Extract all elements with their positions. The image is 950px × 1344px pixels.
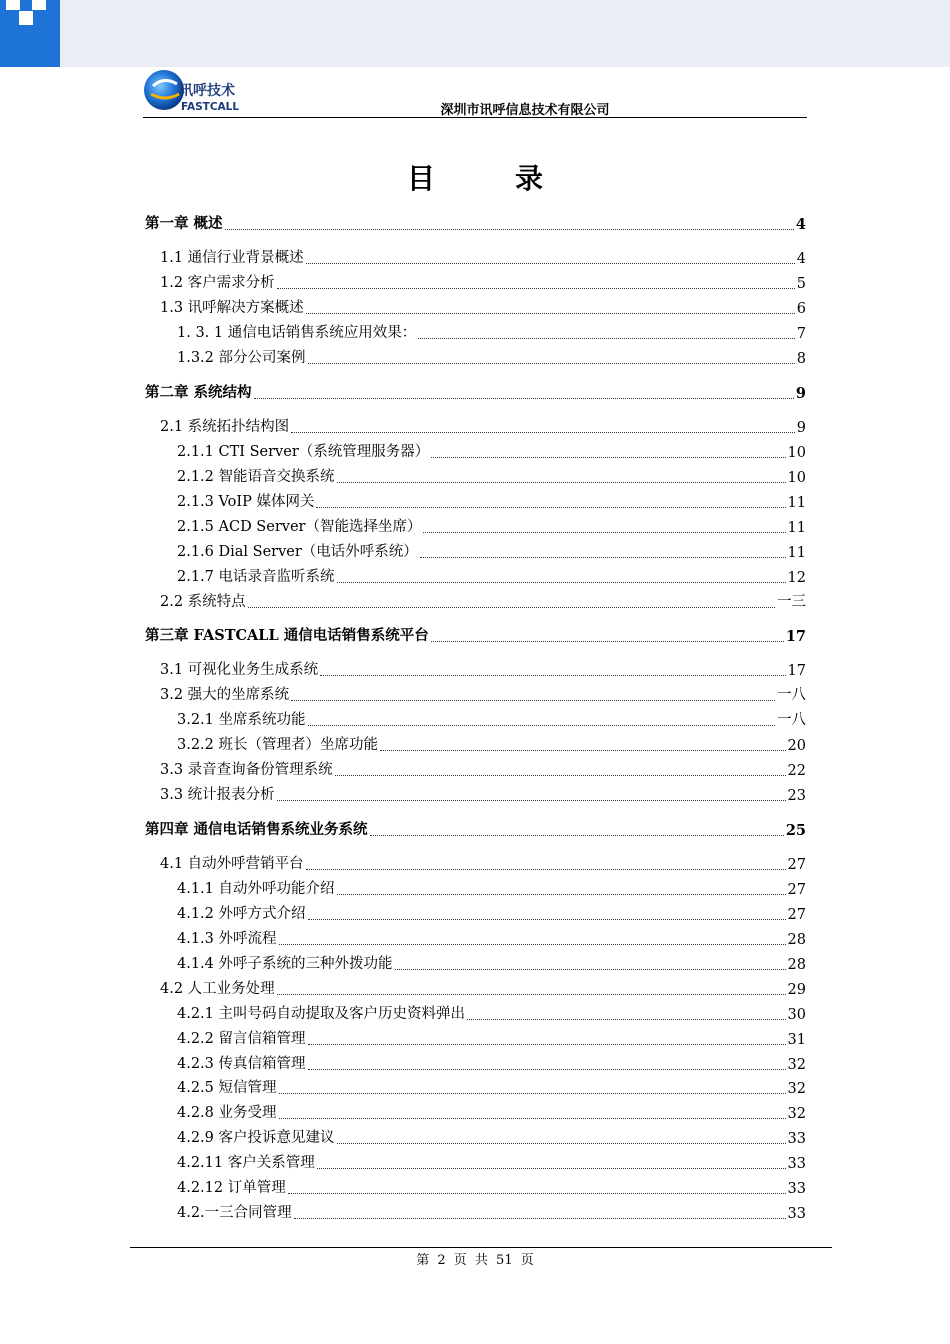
toc-entry-page: 27	[787, 906, 806, 923]
toc-entry-label: 4.2 人工业务处理	[160, 980, 275, 997]
toc-entry[interactable]	[145, 704, 806, 729]
toc-entry-page: 17	[787, 663, 806, 680]
toc-entry-label: 3.1 可视化业务生成系统	[160, 662, 319, 679]
page-footer: 第 2 页 共 51 页	[416, 1253, 534, 1268]
toc-entry-label: 第四章 通信电话销售系统业务系统	[145, 820, 368, 838]
toc-entry-page: 8	[796, 351, 806, 368]
toc-entry-page: 17	[785, 628, 806, 645]
chapter-spacer	[145, 839, 806, 849]
dot-leader	[279, 1118, 786, 1119]
toc-entry-label: 第三章 FASTCALL 通信电话销售系统平台	[145, 627, 429, 644]
dot-leader	[431, 457, 785, 458]
toc-entry-page: 9	[796, 420, 806, 436]
toc-entry-page: 11	[787, 544, 806, 561]
toc-entry[interactable]	[145, 998, 806, 1023]
toc-entry-page: 33	[787, 1156, 806, 1173]
toc-entry-page: 28	[787, 931, 806, 948]
toc-chapter-entry[interactable]	[145, 620, 806, 645]
toc-entry-label: 3.3 录音查询备份管理系统	[160, 762, 333, 779]
toc-entry[interactable]	[145, 779, 806, 804]
toc-entry-label: 2.2 系统特点	[160, 593, 246, 610]
company-name: 深圳市讯呼信息技术有限公司	[440, 103, 610, 118]
dot-leader	[279, 944, 786, 945]
dot-leader	[337, 1143, 786, 1144]
toc-entry[interactable]	[145, 436, 806, 461]
toc-entry-page: 30	[787, 1006, 806, 1023]
dot-leader	[431, 641, 784, 642]
dot-leader	[225, 229, 794, 230]
toc-entry-page: 10	[787, 469, 806, 486]
toc-entry-label: 4.2.5 短信管理	[177, 1080, 277, 1097]
toc-entry[interactable]	[145, 729, 806, 754]
company-logo	[143, 68, 251, 114]
chapter-spacer	[145, 367, 806, 377]
toc-entry-label: 3.2.2 班长（管理者）坐席功能	[177, 737, 379, 754]
toc-entry-page: 33	[787, 1206, 806, 1223]
toc-entry[interactable]	[145, 848, 806, 873]
dot-leader	[337, 894, 786, 895]
dot-leader	[370, 835, 784, 836]
toc-entry[interactable]	[145, 948, 806, 973]
toc-entry-label: 1.3.2 部分公司案例	[177, 350, 306, 367]
dot-leader	[306, 313, 795, 314]
toc-entry[interactable]	[145, 1023, 806, 1048]
toc-entry-label: 第一章 概述	[145, 214, 223, 232]
fastcall-logo-icon	[143, 68, 251, 114]
toc-entry-label: 4.1.1 自动外呼功能介绍	[177, 880, 335, 897]
toc-entry-page: 33	[787, 1181, 806, 1198]
toc-entry[interactable]	[145, 536, 806, 561]
chapter-spacer	[145, 804, 806, 814]
toc-entry[interactable]	[145, 561, 806, 586]
toc-entry-label: 4.2.12 订单管理	[177, 1180, 286, 1197]
footer-divider	[130, 1247, 832, 1248]
dot-leader	[420, 557, 786, 558]
toc-entry-label: 4.2.3 传真信箱管理	[177, 1055, 306, 1072]
toc-entry-page: 4	[795, 215, 806, 233]
toc-entry-page: 5	[796, 276, 806, 293]
toc-entry-label: 3.2 强大的坐席系统	[160, 687, 290, 704]
toc-entry[interactable]	[145, 242, 806, 267]
toc-entry-label: 4.2.11 客户关系管理	[177, 1155, 315, 1172]
toc-chapter-entry[interactable]	[145, 814, 806, 839]
toc-entry-page: 20	[787, 738, 806, 755]
toc-entry-page: 28	[787, 956, 806, 973]
toc-entry-page: 一三	[777, 593, 806, 610]
toc-entry-page: 11	[787, 519, 806, 536]
table-of-contents	[145, 208, 806, 1222]
toc-entry[interactable]	[145, 923, 806, 948]
toc-entry-label: 4.2.1 主叫号码自动提取及客户历史资料弹出	[177, 1005, 466, 1022]
toc-entry-label: 第二章 系统结构	[145, 383, 252, 401]
toc-entry[interactable]	[145, 754, 806, 779]
dot-leader	[306, 869, 786, 870]
dot-leader	[335, 775, 786, 776]
toc-entry-label: 3.3 统计报表分析	[160, 787, 275, 804]
toc-entry-page: 32	[787, 1056, 806, 1073]
toc-entry-label: 4.2.9 客户投诉意见建议	[177, 1130, 335, 1147]
dot-leader	[288, 1193, 786, 1194]
toc-entry-label: 4.2.8 业务受理	[177, 1105, 277, 1122]
dot-leader	[306, 263, 795, 264]
toc-entry-page: 12	[787, 569, 806, 586]
dot-leader	[308, 1044, 786, 1045]
svg-text:FASTCALL: FASTCALL	[181, 101, 240, 113]
toc-title: 目录	[406, 162, 623, 195]
dot-leader	[418, 338, 795, 339]
chapter-spacer	[145, 611, 806, 621]
header-divider	[143, 117, 807, 118]
top-banner	[0, 0, 950, 67]
toc-entry-label: 2.1.2 智能语音交换系统	[177, 468, 335, 485]
dot-leader	[308, 1069, 786, 1070]
svg-text:讯呼技术: 讯呼技术	[179, 83, 235, 99]
toc-entry-page: 32	[787, 1106, 806, 1123]
toc-entry[interactable]	[145, 655, 806, 680]
toc-entry[interactable]	[145, 973, 806, 998]
dot-leader	[395, 969, 786, 970]
toc-entry[interactable]	[145, 679, 806, 704]
toc-entry-label: 1.3 讯呼解决方案概述	[160, 300, 304, 317]
toc-entry-page: 7	[796, 326, 806, 343]
chapter-spacer	[145, 402, 806, 412]
dot-leader	[337, 582, 786, 583]
toc-entry-label: 4.2.一三合同管理	[177, 1205, 292, 1222]
toc-entry-page: 31	[787, 1031, 806, 1048]
toc-entry[interactable]	[145, 898, 806, 923]
toc-entry[interactable]	[145, 292, 806, 317]
toc-entry-page: 22	[787, 763, 806, 780]
toc-entry[interactable]	[145, 1197, 806, 1222]
toc-entry-page: 23	[787, 788, 806, 805]
toc-entry-page: 27	[787, 857, 806, 873]
toc-entry-label: 2.1.5 ACD Server（智能选择坐席）	[177, 518, 422, 535]
toc-entry-label: 2.1 系统拓扑结构图	[160, 419, 290, 435]
toc-entry-label: 2.1.6 Dial Server（电话外呼系统）	[177, 543, 418, 560]
toc-entry-page: 9	[795, 384, 806, 402]
toc-entry-page: 29	[787, 981, 806, 998]
dot-leader	[423, 532, 785, 533]
toc-entry[interactable]	[145, 1048, 806, 1073]
toc-entry-label: 4.1.2 外呼方式介绍	[177, 905, 306, 922]
toc-entry[interactable]	[145, 1147, 806, 1172]
toc-entry[interactable]	[145, 461, 806, 486]
toc-entry[interactable]	[145, 1097, 806, 1122]
dot-leader	[279, 1093, 786, 1094]
toc-entry-label: 3.2.1 坐席系统功能	[177, 712, 306, 729]
toc-entry-label: 4.1.4 外呼子系统的三种外拨功能	[177, 955, 393, 972]
toc-entry[interactable]	[145, 586, 806, 611]
dot-leader	[277, 800, 786, 801]
dot-leader	[291, 700, 775, 701]
toc-entry[interactable]	[145, 317, 806, 342]
toc-entry-page: 6	[796, 301, 806, 318]
dot-leader	[316, 507, 785, 508]
chapter-spacer	[145, 233, 806, 243]
toc-entry[interactable]	[145, 342, 806, 367]
dot-leader	[317, 1168, 786, 1169]
chapter-spacer	[145, 645, 806, 655]
dot-leader	[308, 725, 775, 726]
toc-entry-page: 一八	[777, 687, 806, 704]
toc-entry-page: 4	[796, 251, 806, 268]
dot-leader	[308, 363, 795, 364]
toc-chapter-entry[interactable]	[145, 208, 806, 233]
dot-leader	[294, 1218, 786, 1219]
toc-entry-page: 25	[785, 821, 806, 839]
dot-leader	[308, 919, 786, 920]
toc-entry-page: 11	[787, 494, 806, 511]
toc-entry[interactable]	[145, 1073, 806, 1098]
toc-entry-label: 4.2.2 留言信箱管理	[177, 1030, 306, 1047]
dot-leader	[380, 750, 786, 751]
toc-entry-page: 33	[787, 1131, 806, 1148]
toc-entry-label: 2.1.7 电话录音监听系统	[177, 568, 335, 585]
toc-entry-label: 2.1.3 VoIP 媒体网关	[177, 493, 315, 510]
toc-entry-page: 32	[787, 1081, 806, 1098]
toc-entry-label: 1.1 通信行业背景概述	[160, 250, 304, 267]
toc-entry-label: 1. 3. 1 通信电话销售系统应用效果：	[177, 325, 417, 342]
toc-entry[interactable]	[145, 873, 806, 898]
toc-entry-label: 4.1 自动外呼营销平台	[160, 856, 304, 872]
dot-leader	[277, 288, 795, 289]
dot-leader	[254, 398, 794, 399]
corner-squares-decoration	[0, 0, 60, 67]
toc-entry-page: 27	[787, 881, 806, 898]
toc-entry[interactable]	[145, 267, 806, 292]
toc-entry[interactable]	[145, 511, 806, 536]
toc-entry[interactable]	[145, 411, 806, 436]
dot-leader	[291, 432, 795, 433]
toc-entry[interactable]	[145, 1172, 806, 1197]
dot-leader	[320, 675, 785, 676]
toc-entry-page: 一八	[777, 712, 806, 729]
toc-chapter-entry[interactable]	[145, 377, 806, 402]
toc-entry[interactable]	[145, 1122, 806, 1147]
toc-entry-label: 4.1.3 外呼流程	[177, 930, 277, 947]
dot-leader	[277, 994, 786, 995]
toc-entry-page: 10	[787, 444, 806, 461]
toc-entry-label: 2.1.1 CTI Server（系统管理服务器）	[177, 443, 430, 460]
dot-leader	[337, 482, 786, 483]
dot-leader	[467, 1019, 786, 1020]
dot-leader	[248, 607, 775, 608]
toc-entry-label: 1.2 客户需求分析	[160, 275, 275, 292]
toc-entry[interactable]	[145, 486, 806, 511]
